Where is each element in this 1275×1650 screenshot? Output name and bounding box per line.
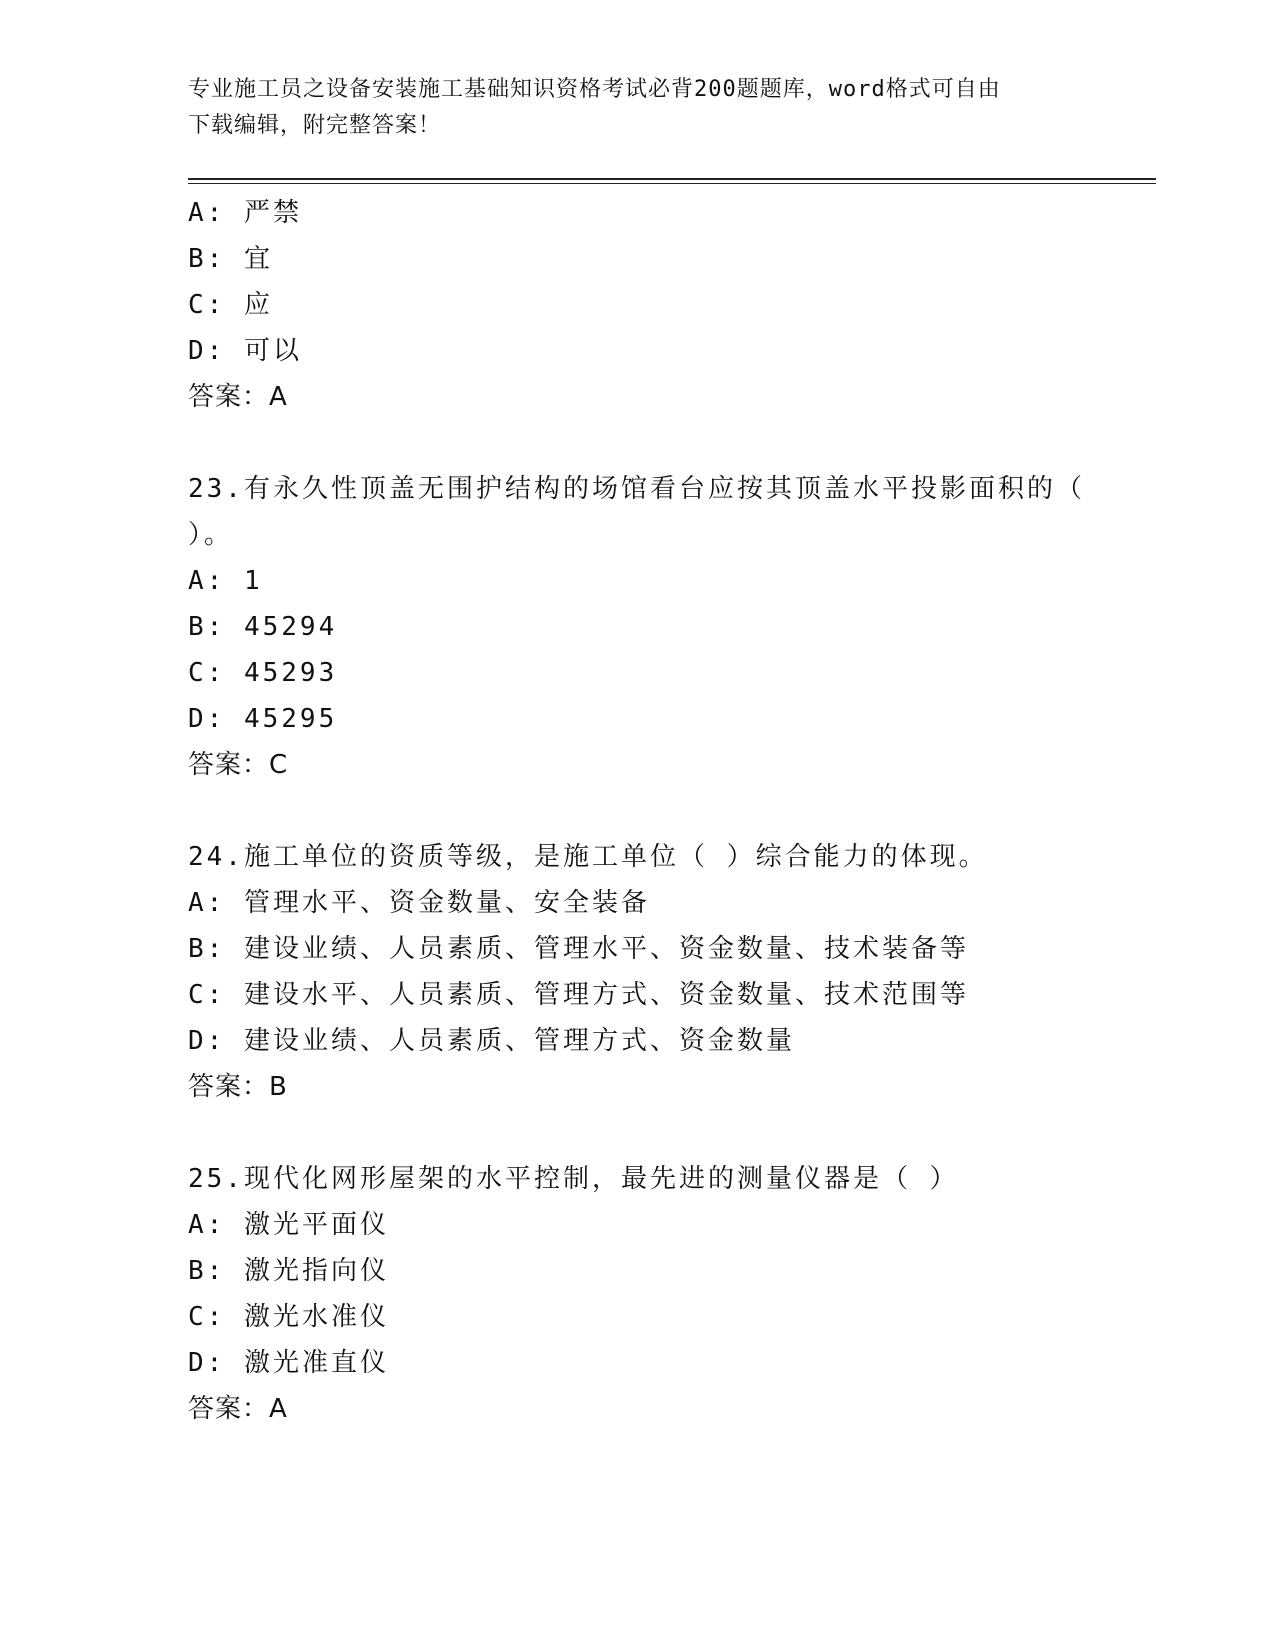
option-a: A: 严禁 [188, 198, 302, 228]
question-text-line-1: 23.有永久性顶盖无围护结构的场馆看台应按其顶盖水平投影面积的（ [188, 474, 1085, 504]
answer-line: 答案：B [188, 1072, 288, 1102]
header-line-1: 专业施工员之设备安装施工基础知识资格考试必背200题题库，word格式可自由 [188, 77, 1001, 102]
option-b: B: 激光指向仪 [188, 1256, 389, 1286]
option-d: D: 建设业绩、人员素质、管理方式、资金数量 [188, 1026, 795, 1056]
document-header [188, 72, 1088, 144]
option-a: A: 管理水平、资金数量、安全装备 [188, 888, 650, 918]
option-d: D: 可以 [188, 336, 302, 366]
header-divider-thin [188, 183, 1156, 184]
option-a: A: 激光平面仪 [188, 1210, 389, 1240]
option-b: B: 45294 [188, 612, 338, 642]
question-text: 25.现代化网形屋架的水平控制，最先进的测量仪器是（ ） [188, 1164, 959, 1194]
option-c: C: 45293 [188, 658, 338, 688]
question-24-block [188, 834, 1088, 1110]
question-content [188, 190, 1088, 1432]
answer-line: 答案：A [188, 1394, 288, 1424]
question-text: 24.施工单位的资质等级，是施工单位（ ）综合能力的体现。 [188, 842, 988, 872]
option-b: B: 建设业绩、人员素质、管理水平、资金数量、技术装备等 [188, 934, 969, 964]
option-c: C: 应 [188, 290, 273, 320]
option-c: C: 激光水准仪 [188, 1302, 389, 1332]
question-text-line-2: ）。 [188, 520, 234, 550]
question-25-block [188, 1156, 1088, 1432]
option-d: D: 45295 [188, 704, 338, 734]
answer-line: 答案：C [188, 750, 289, 780]
header-line-2: 下载编辑，附完整答案！ [188, 113, 442, 138]
option-d: D: 激光准直仪 [188, 1348, 389, 1378]
spacer [188, 420, 1088, 466]
spacer [188, 788, 1088, 834]
option-a: A: 1 [188, 566, 263, 596]
question-22-block [188, 190, 1088, 420]
spacer [188, 1110, 1088, 1156]
option-c: C: 建设水平、人员素质、管理方式、资金数量、技术范围等 [188, 980, 969, 1010]
question-23-block [188, 466, 1088, 788]
option-b: B: 宜 [188, 244, 273, 274]
header-divider-thick [188, 178, 1156, 180]
answer-line: 答案：A [188, 382, 288, 412]
